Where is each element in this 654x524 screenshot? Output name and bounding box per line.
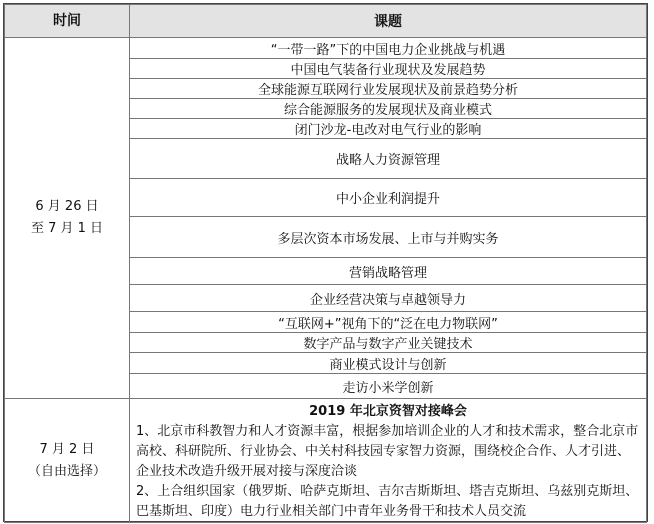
topic-cell: 闭门沙龙-电改对电气行业的影响 <box>130 119 647 139</box>
summit-cell <box>130 399 647 523</box>
table-row <box>5 38 647 59</box>
topic-cell: 战略人力资源管理 <box>130 139 647 179</box>
schedule-table-container <box>3 3 648 522</box>
time-line: 7 月 2 日 <box>39 441 95 457</box>
summit-paragraph-2: 2、上合组织国家（俄罗斯、哈萨克斯坦、吉尔吉斯斯坦、塔吉克斯坦、乌兹别克斯坦、巴基斯坦、印度）电力行业相关部门中青年业务骨干和技术人员交流 <box>136 484 639 519</box>
topic-cell: “互联网+”视角下的“泛在电力物联网” <box>130 312 647 333</box>
time-line: 6 月 26 日 <box>35 199 99 214</box>
time-line: 至 7 月 1 日 <box>30 221 104 236</box>
summit-paragraph-1: 1、北京市科教智力和人才资源丰富，根据参加培训企业的人才和技术需求，整合北京市高校、科研院所、行业协会、中关村科技园专家智力资源，围绕校企合作、人才引进、企业技术改造升级开展对接与深度洽谈 <box>136 424 639 479</box>
time-cell-group2 <box>5 399 130 523</box>
topic-cell: 走访小米学创新 <box>130 374 647 399</box>
topic-cell: 综合能源服务的发展现状及商业模式 <box>130 99 647 119</box>
header-time: 时间 <box>5 5 130 38</box>
summit-title: 2019 年北京资智对接峰会 <box>309 404 467 419</box>
schedule-table <box>4 4 647 523</box>
topic-cell: 商业模式设计与创新 <box>130 353 647 374</box>
topic-cell: “一带一路”下的中国电力企业挑战与机遇 <box>130 38 647 59</box>
topic-cell: 全球能源互联网行业发展现状及前景趋势分析 <box>130 79 647 99</box>
header-row <box>5 5 647 38</box>
topic-cell: 中小企业利润提升 <box>130 179 647 217</box>
topic-cell: 中国电气装备行业现状及发展趋势 <box>130 59 647 79</box>
header-topic: 课题 <box>130 5 647 38</box>
time-line: （自由选择） <box>27 463 106 479</box>
time-cell-group1 <box>5 38 130 399</box>
topic-cell: 企业经营决策与卓越领导力 <box>130 285 647 312</box>
topic-cell: 多层次资本市场发展、上市与并购实务 <box>130 217 647 258</box>
topic-cell: 营销战略管理 <box>130 258 647 285</box>
topic-cell: 数字产品与数字产业关键技术 <box>130 333 647 353</box>
table-row <box>5 399 647 523</box>
